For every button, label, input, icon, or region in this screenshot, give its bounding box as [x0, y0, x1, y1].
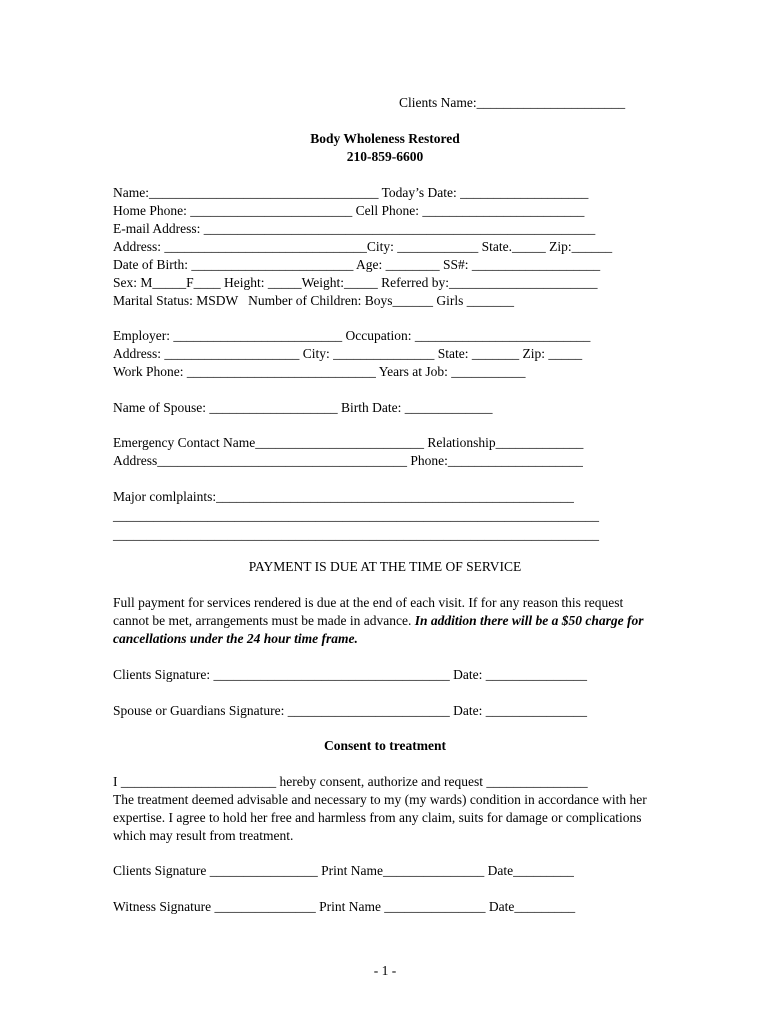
payment-paragraph [113, 594, 658, 648]
payment-text: Full payment for services rendered is due at the end of each visit. If for any reason this request cannot be met, arrangements must be made in advance. [113, 595, 624, 628]
business-phone: 210-859-6600 [346, 149, 424, 164]
payment-heading: PAYMENT IS DUE AT THE TIME OF SERVICE [248, 559, 522, 574]
emergency-contact-line[interactable]: Emergency Contact Name_________________________ Relationship_____________ [113, 435, 584, 450]
sex-height-weight-line[interactable]: Sex: M_____F____ Height: _____Weight:_____ Referred by:______________________ [113, 275, 598, 290]
email-line[interactable]: E-mail Address: __________________________________________________________ [113, 221, 596, 236]
name-line[interactable]: Name:__________________________________ Today’s Date: ___________________ [113, 185, 589, 200]
business-name: Body Wholeness Restored [310, 131, 460, 146]
clients-name-field[interactable]: Clients Name:______________________ [399, 95, 626, 110]
consent-paragraph: The treatment deemed advisable and necessary to my (my wards) condition in accordance with her expertise. I agree to hold her free and harmless from any claim, suits for damage or complications which may result from treatment. [113, 792, 647, 843]
page-number: - 1 - [373, 963, 397, 978]
employer-line[interactable]: Employer: _________________________ Occupation: __________________________ [113, 328, 591, 343]
witness-signature-line[interactable]: Witness Signature _______________ Print Name _______________ Date_________ [113, 899, 576, 914]
date-of-birth-line[interactable]: Date of Birth: ________________________ Age: ________ SS#: ___________________ [113, 257, 601, 272]
spouse-signature-line[interactable]: Spouse or Guardians Signature: ________________________ Date: _______________ [113, 703, 587, 718]
cancellation-notice: In addition there will be a $50 charge for cancellations under the 24 hour time frame. [113, 613, 644, 646]
marital-status-line[interactable]: Marital Status: MSDW Number of Children: Boys______ Girls _______ [113, 293, 514, 308]
consent-name-line[interactable]: I _______________________ hereby consent, authorize and request _______________ [113, 774, 588, 789]
consent-client-signature-line[interactable]: Clients Signature ________________ Print Name_______________ Date_________ [113, 863, 574, 878]
work-address-line[interactable]: Address: ____________________ City: _______________ State: _______ Zip: _____ [113, 346, 583, 361]
spouse-line[interactable]: Name of Spouse: ___________________ Birth Date: _____________ [113, 400, 493, 415]
complaints-blank-line[interactable]: ________________________________________________________________________ [113, 527, 599, 542]
client-signature-line[interactable]: Clients Signature: ___________________________________ Date: _______________ [113, 667, 587, 682]
address-line[interactable]: Address: ______________________________City: ____________ State._____ Zip:______ [113, 239, 613, 254]
emergency-address-line[interactable]: Address_____________________________________ Phone:____________________ [113, 453, 583, 468]
major-complaints-line[interactable]: Major comlplaints:_____________________________________________________ [113, 489, 574, 504]
consent-heading: Consent to treatment [324, 738, 446, 753]
work-phone-line[interactable]: Work Phone: ____________________________ Years at Job: ___________ [113, 364, 526, 379]
complaints-blank-line[interactable]: ________________________________________________________________________ [113, 508, 599, 523]
home-phone-line[interactable]: Home Phone: ________________________ Cell Phone: ________________________ [113, 203, 585, 218]
